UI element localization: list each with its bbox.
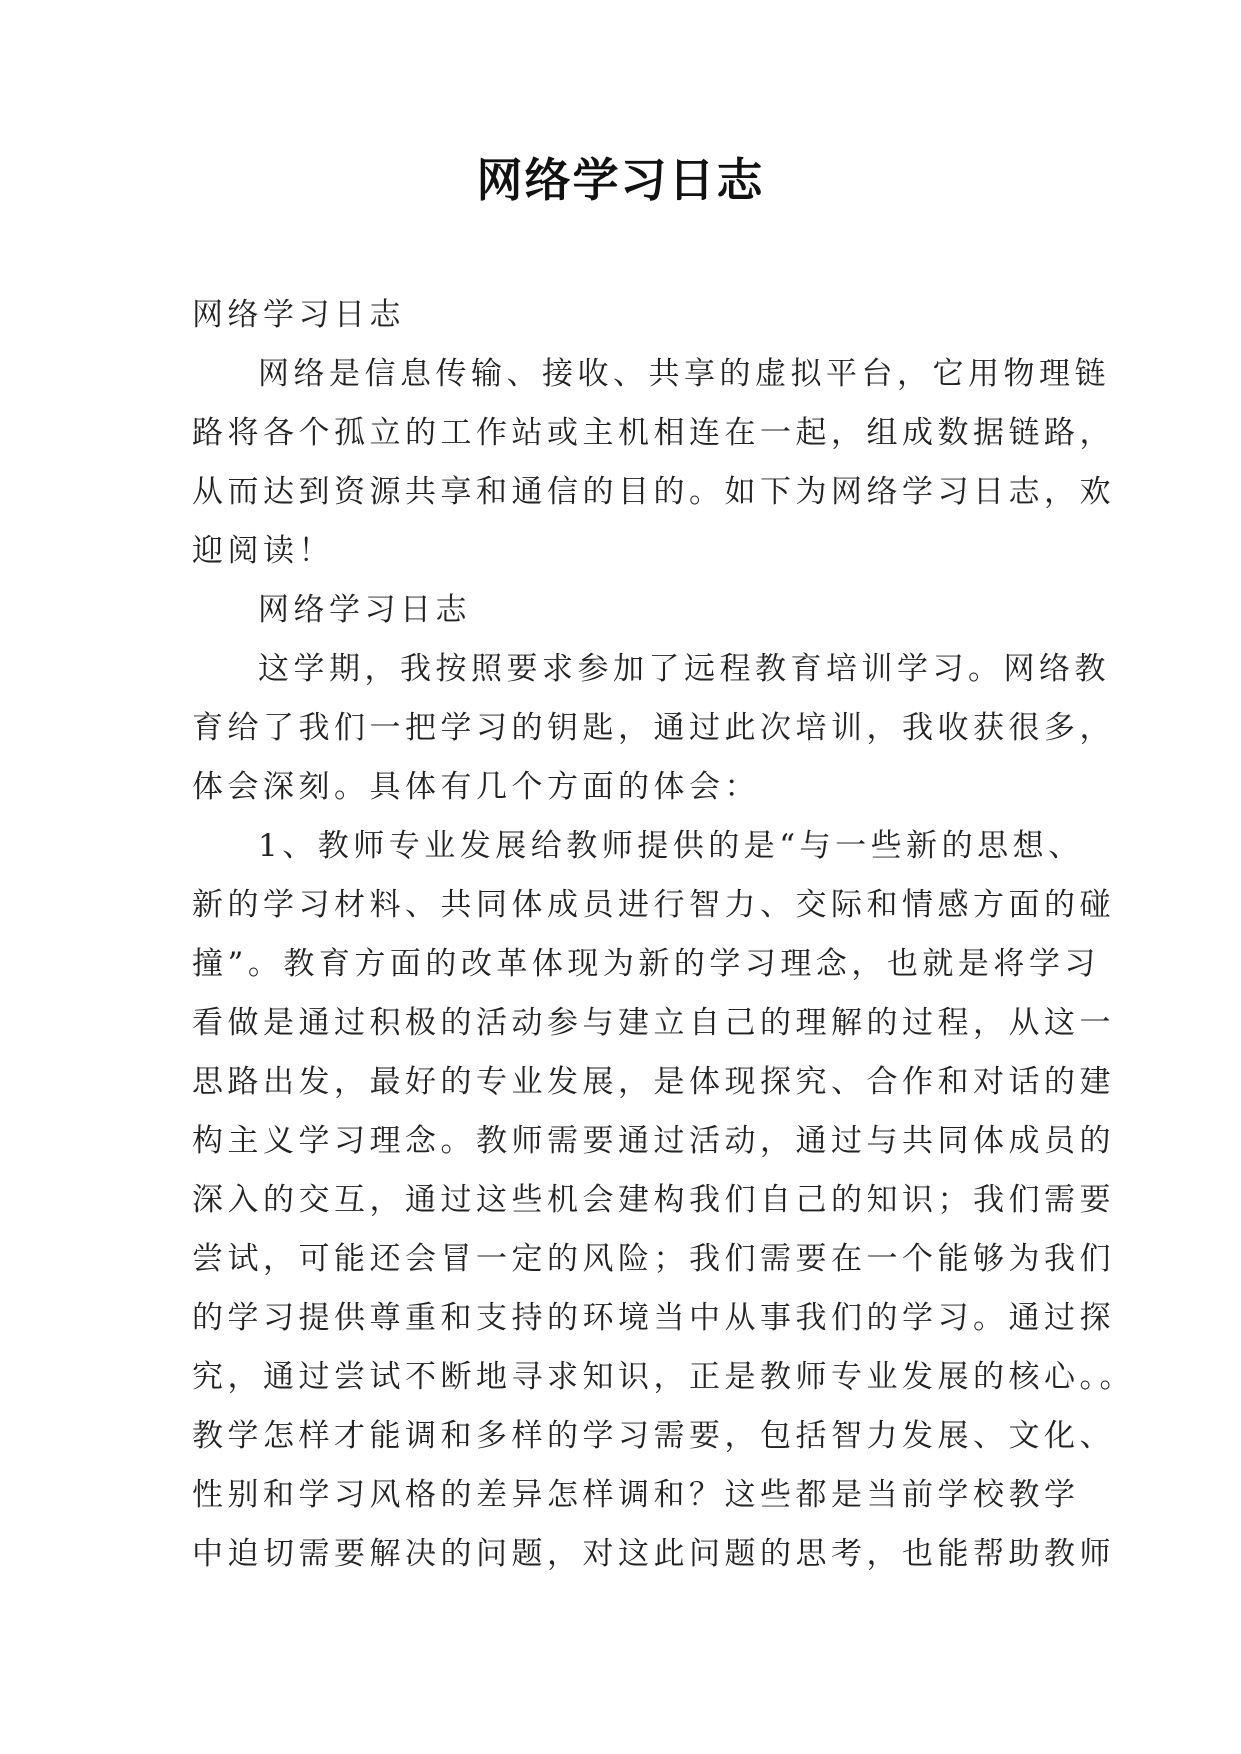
paragraph-line: 这学期，我按照要求参加了远程教育培训学习。网络教 [258,651,1110,687]
document-body [192,286,1135,1584]
paragraph-line: 的学习提供尊重和支持的环境当中从事我们的学习。通过探 [192,1300,1115,1336]
paragraph-line: 从而达到资源共享和通信的目的。如下为网络学习日志，欢 [192,474,1115,510]
paragraph-line: 迎阅读！ [192,533,334,569]
section-heading-line: 网络学习日志 [258,592,471,628]
paragraph-line: 性别和学习风格的差异怎样调和？这些都是当前学校教学 [192,1477,1080,1513]
paragraph-line: 构主义学习理念。教师需要通过活动，通过与共同体成员的 [192,1123,1115,1159]
paragraph-line: 1、教师专业发展给教师提供的是“与一些新的思想、 [258,828,1084,864]
paragraph-line: 体会深刻。具体有几个方面的体会： [192,769,760,805]
paragraph-line: 教学怎样才能调和多样的学习需要，包括智力发展、文化、 [192,1418,1115,1454]
paragraph-line: 新的学习材料、共同体成员进行智力、交际和情感方面的碰 [192,887,1115,923]
paragraph-line: 看做是通过积极的活动参与建立自己的理解的过程，从这一 [192,1005,1115,1041]
paragraph-line: 中迫切需要解决的问题，对这此问题的思考，也能帮助教师 [192,1536,1115,1572]
paragraph-line: 撞”。教育方面的改革体现为新的学习理念，也就是将学习 [192,946,1100,982]
paragraph-line: 尝试，可能还会冒一定的风险；我们需要在一个能够为我们 [192,1241,1115,1277]
paragraph-line: 育给了我们一把学习的钥匙，通过此次培训，我收获很多， [192,710,1115,746]
paragraph-line: 究，通过尝试不断地寻求知识，正是教师专业发展的核心。。 [192,1359,1135,1395]
paragraph-line: 网络是信息传输、接收、共享的虚拟平台，它用物理链 [258,356,1110,392]
paragraph-line: 深入的交互，通过这些机会建构我们自己的知识；我们需要 [192,1182,1115,1218]
document-title: 网络学习日志 [476,153,765,207]
subtitle-line: 网络学习日志 [192,297,405,333]
paragraph-line: 路将各个孤立的工作站或主机相连在一起，组成数据链路， [192,415,1115,451]
paragraph-line: 思路出发，最好的专业发展，是体现探究、合作和对话的建 [192,1064,1115,1100]
